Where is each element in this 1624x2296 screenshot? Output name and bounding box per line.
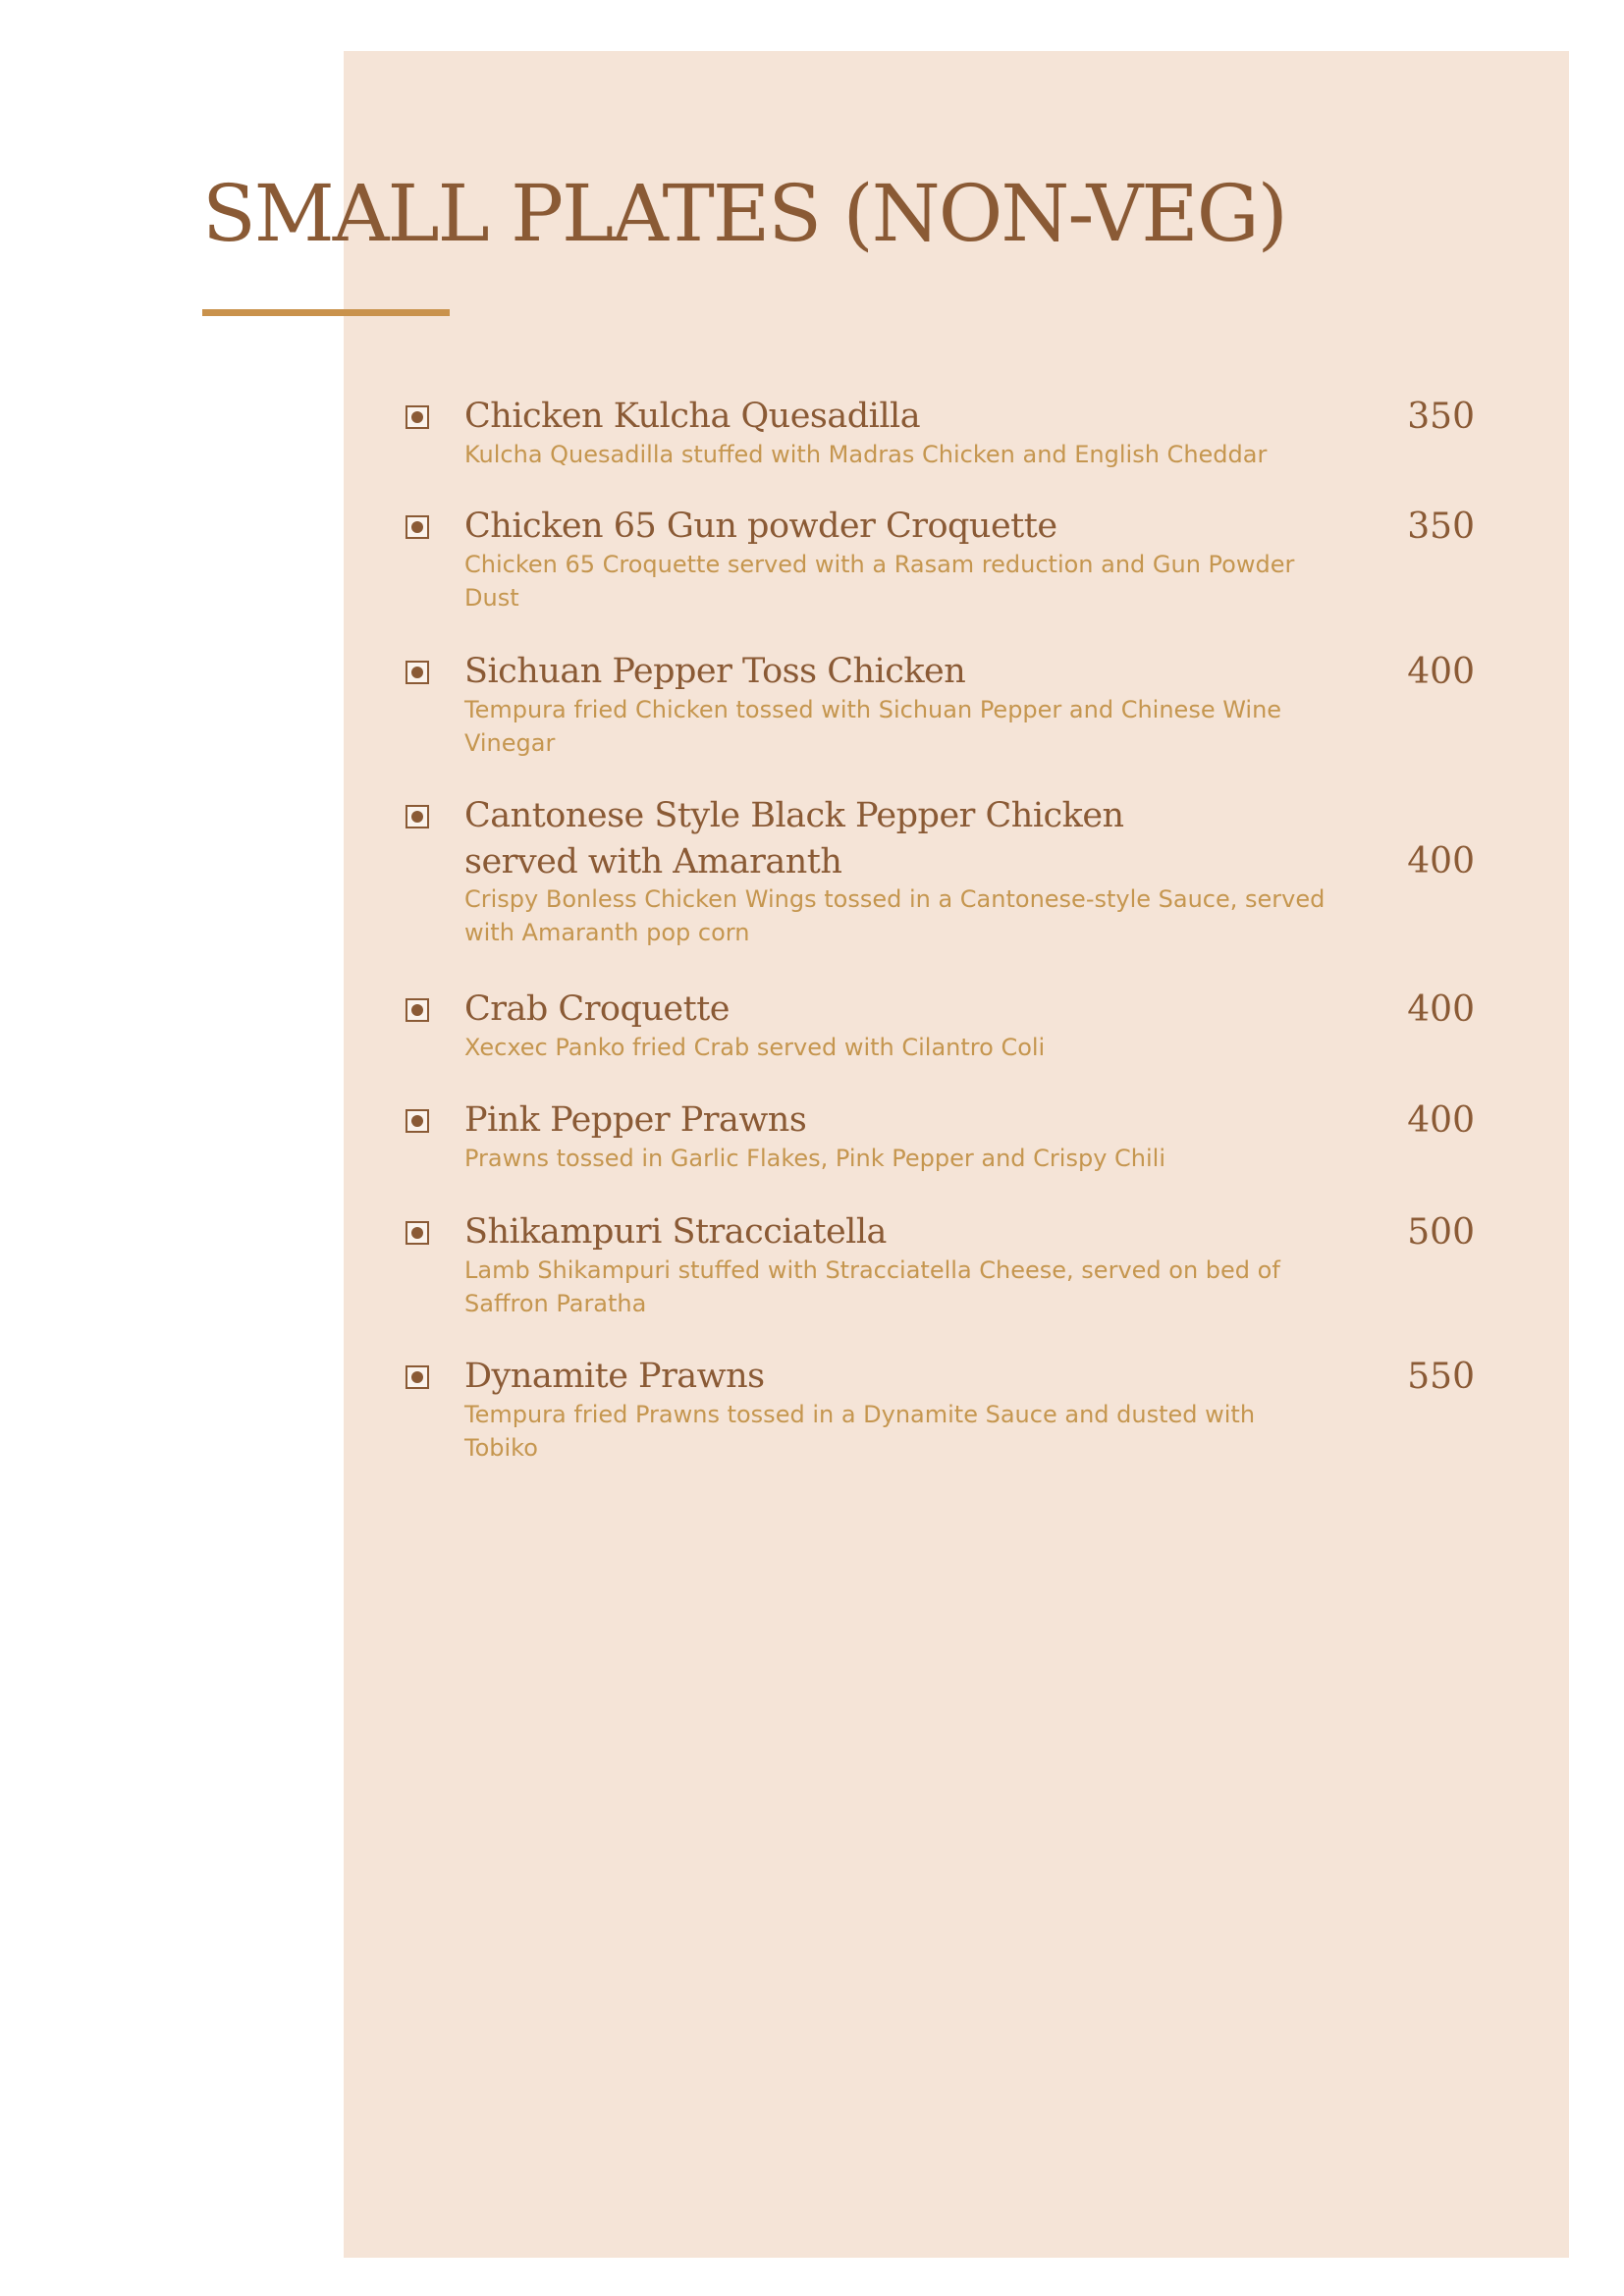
menu-item-description: Prawns tossed in Garlic Flakes, Pink Pepper and Crispy Chili <box>464 1145 1165 1172</box>
menu-item-name: Pink Pepper Prawns <box>464 1100 807 1140</box>
menu-item-description: Tempura fried Prawns tossed in a Dynamite Sauce and dusted with Tobiko <box>464 1401 1256 1462</box>
menu-item-price: 400 <box>1407 989 1475 1030</box>
menu-item-name: Chicken 65 Gun powder Croquette <box>464 507 1057 546</box>
non-veg-marker-icon <box>406 405 429 429</box>
menu-item-price: 350 <box>1407 507 1475 547</box>
menu-item-price: 400 <box>1407 841 1475 881</box>
menu-item-price: 400 <box>1407 652 1475 692</box>
menu-item-description: Xecxec Panko fried Crab served with Cilantro Coli <box>464 1034 1046 1061</box>
menu-item-description: Tempura fried Chicken tossed with Sichuan Pepper and Chinese Wine Vinegar <box>464 696 1282 757</box>
menu-item-name: Crab Croquette <box>464 989 730 1029</box>
page-title: SMALL PLATES (NON-VEG) <box>202 168 1286 259</box>
non-veg-marker-icon <box>406 661 429 684</box>
non-veg-marker-icon <box>406 1109 429 1133</box>
menu-item-price: 500 <box>1407 1212 1475 1253</box>
menu-item-price: 350 <box>1407 397 1475 437</box>
menu-item-name: Shikampuri Stracciatella <box>464 1212 887 1252</box>
non-veg-marker-icon <box>406 515 429 539</box>
menu-item-name: Sichuan Pepper Toss Chicken <box>464 652 966 691</box>
menu-item-name: Chicken Kulcha Quesadilla <box>464 397 921 436</box>
menu-item-description: Crispy Bonless Chicken Wings tossed in a Cantonese-style Sauce, served with Amaranth pop corn <box>464 885 1326 946</box>
menu-item-price: 550 <box>1407 1357 1475 1397</box>
non-veg-marker-icon <box>406 1221 429 1245</box>
menu-item-name: Cantonese Style Black Pepper Chicken served with Amaranth <box>464 796 1124 881</box>
menu-item-description: Kulcha Quesadilla stuffed with Madras Chicken and English Cheddar <box>464 441 1268 468</box>
non-veg-marker-icon <box>406 1365 429 1389</box>
menu-item-price: 400 <box>1407 1100 1475 1141</box>
menu-item-description: Chicken 65 Croquette served with a Rasam reduction and Gun Powder Dust <box>464 551 1295 612</box>
menu-item-description: Lamb Shikampuri stuffed with Stracciatella Cheese, served on bed of Saffron Paratha <box>464 1256 1280 1317</box>
non-veg-marker-icon <box>406 998 429 1022</box>
non-veg-marker-icon <box>406 805 429 828</box>
menu-item-name: Dynamite Prawns <box>464 1357 765 1396</box>
